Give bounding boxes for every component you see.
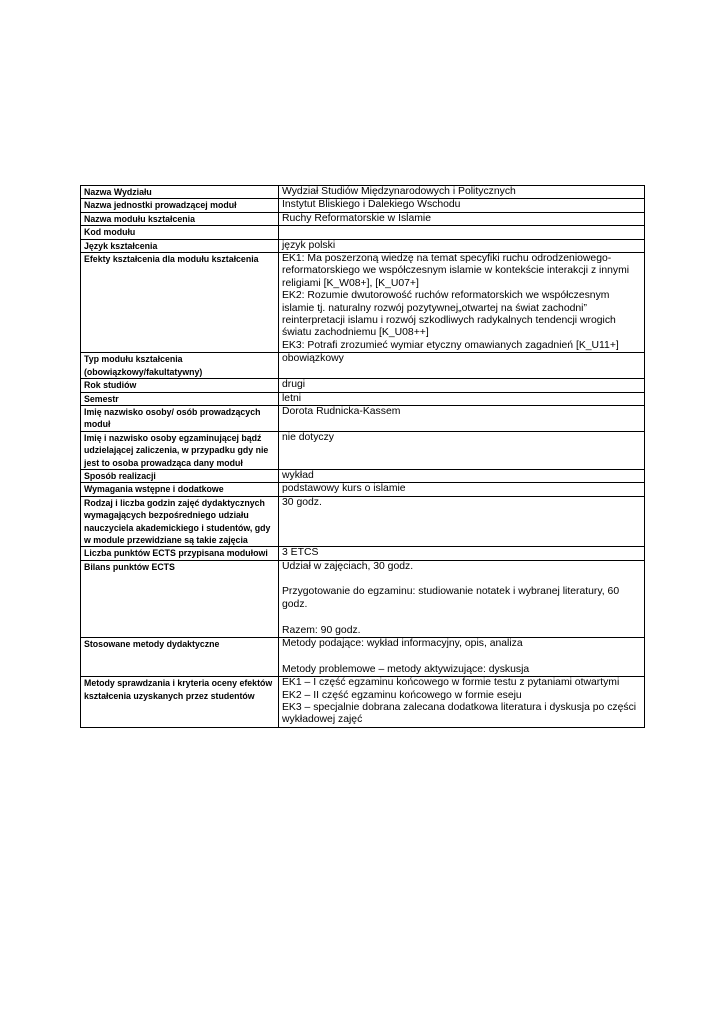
row-label-language: Język kształcenia	[81, 239, 279, 252]
row-value-examiner	[279, 431, 645, 469]
row-label-unit-name: Nazwa jednostki prowadzącej moduł	[81, 199, 279, 212]
row-label-module-type: Typ modułu kształcenia (obowiązkowy/fakultatywny)	[81, 353, 279, 379]
table-row	[81, 226, 645, 239]
row-label-delivery-mode: Sposób realizacji	[81, 469, 279, 482]
value-line: podstawowy kurs o islamie	[282, 483, 406, 495]
row-label-instructors: Imię nazwisko osoby/ osób prowadzących moduł	[81, 405, 279, 431]
table-row	[81, 253, 645, 353]
table-row	[81, 560, 645, 637]
table-row	[81, 239, 645, 252]
blank-line	[282, 611, 641, 624]
row-value-ects-balance	[279, 560, 645, 637]
table-row	[81, 638, 645, 677]
table-row	[81, 547, 645, 560]
row-label-faculty-name: Nazwa Wydziału	[81, 186, 279, 199]
table-row	[81, 353, 645, 379]
row-label-contact-hours: Rodzaj i liczba godzin zajęć dydaktycznych wymagających bezpośredniego udziału nauczyciela akademickiego i studentów, gdy w module przewidziane są takie zajęcia	[81, 496, 279, 547]
row-label-ects-balance: Bilans punktów ECTS	[81, 560, 279, 637]
row-value-unit-name	[279, 199, 645, 212]
value-line: EK1: Ma poszerzoną wiedzę na temat specyfiki ruchu odrodzeniowego-reformatorskiego we współczesnym islamie w kontekście interakcji z innymi religiami [K_W08+], [K_U07+]	[282, 253, 630, 289]
value-line: nie dotyczy	[282, 431, 334, 443]
row-value-semester	[279, 392, 645, 405]
value-line: EK1 – I część egzaminu końcowego w formie testu z pytaniami otwartymi	[282, 677, 620, 689]
row-label-study-year: Rok studiów	[81, 379, 279, 392]
value-line: Razem: 90 godz.	[282, 624, 361, 636]
table-row	[81, 431, 645, 469]
table-row	[81, 392, 645, 405]
value-line: Metody problemowe – metody aktywizujące: dyskusja	[282, 663, 530, 675]
value-line: Przygotowanie do egzaminu: studiowanie notatek i wybranej literatury, 60 godz.	[282, 586, 620, 610]
row-label-assessment-methods: Metody sprawdzania i kryteria oceny efektów kształcenia uzyskanych przez studentów	[81, 677, 279, 728]
value-line: wykład	[282, 469, 314, 481]
row-value-faculty-name	[279, 186, 645, 199]
value-line: 30 godz.	[282, 496, 322, 508]
row-label-module-code: Kod modułu	[81, 226, 279, 239]
row-value-module-code	[279, 226, 645, 239]
value-line: Wydział Studiów Międzynarodowych i Politycznych	[282, 186, 516, 197]
row-value-module-name	[279, 212, 645, 225]
table-row	[81, 469, 645, 482]
row-value-module-type	[279, 353, 645, 379]
row-label-module-name: Nazwa modułu kształcenia	[81, 212, 279, 225]
table-row	[81, 677, 645, 728]
value-line: EK2 – II część egzaminu końcowego w formie eseju	[282, 689, 522, 701]
value-line: Instytut Bliskiego i Dalekiego Wschodu	[282, 199, 461, 211]
row-label-prerequisites: Wymagania wstępne i dodatkowe	[81, 483, 279, 496]
value-line: 3 ETCS	[282, 547, 319, 559]
row-value-teaching-methods	[279, 638, 645, 677]
value-line: drugi	[282, 379, 306, 391]
row-value-assessment-methods	[279, 677, 645, 728]
table-row	[81, 199, 645, 212]
value-line: EK3: Potrafi zrozumieć wymiar etyczny omawianych zagadnień [K_U11+]	[282, 339, 619, 351]
table-row	[81, 496, 645, 547]
row-value-instructors	[279, 405, 645, 431]
row-value-language	[279, 239, 645, 252]
row-value-contact-hours	[279, 496, 645, 547]
value-line: Metody podające: wykład informacyjny, opis, analiza	[282, 638, 523, 649]
blank-line	[282, 573, 641, 586]
row-value-prerequisites	[279, 483, 645, 496]
row-label-semester: Semestr	[81, 392, 279, 405]
value-line: EK3 – specjalnie dobrana zalecana dodatkowa literatura i dyskusja po części wykładowej zajęć	[282, 701, 637, 726]
row-label-examiner: Imię i nazwisko osoby egzaminującej bądź udzielającej zaliczenia, w przypadku gdy nie jest to osoba prowadząca dany moduł	[81, 431, 279, 469]
row-label-teaching-methods: Stosowane metody dydaktyczne	[81, 638, 279, 677]
table-row	[81, 405, 645, 431]
value-line: obowiązkowy	[282, 353, 344, 365]
row-value-learning-outcomes	[279, 253, 645, 353]
module-description-table	[80, 185, 645, 728]
table-row	[81, 379, 645, 392]
row-value-study-year	[279, 379, 645, 392]
value-line: Udział w zajęciach, 30 godz.	[282, 560, 414, 572]
row-label-learning-outcomes: Efekty kształcenia dla modułu kształcenia	[81, 253, 279, 353]
value-line: letni	[282, 392, 302, 404]
value-line: EK2: Rozumie dwutorowość ruchów reformatorskich we współczesnym islamie tj. naturalny rozwój pozytywnej„otwartej na świat zachodni” reinterpretacji islamu i rozwój szkodliwych radykalnych tendencji wrogich światu zachodniemu [K_U08++]	[282, 290, 616, 339]
blank-line	[282, 650, 641, 663]
value-line: język polski	[282, 239, 336, 251]
table-row	[81, 186, 645, 199]
value-line: Ruchy Reformatorskie w Islamie	[282, 212, 431, 224]
table-row	[81, 212, 645, 225]
table-row	[81, 483, 645, 496]
row-label-ects-points: Liczba punktów ECTS przypisana modułowi	[81, 547, 279, 560]
row-value-delivery-mode	[279, 469, 645, 482]
row-value-ects-points	[279, 547, 645, 560]
value-line: Dorota Rudnicka-Kassem	[282, 405, 401, 417]
